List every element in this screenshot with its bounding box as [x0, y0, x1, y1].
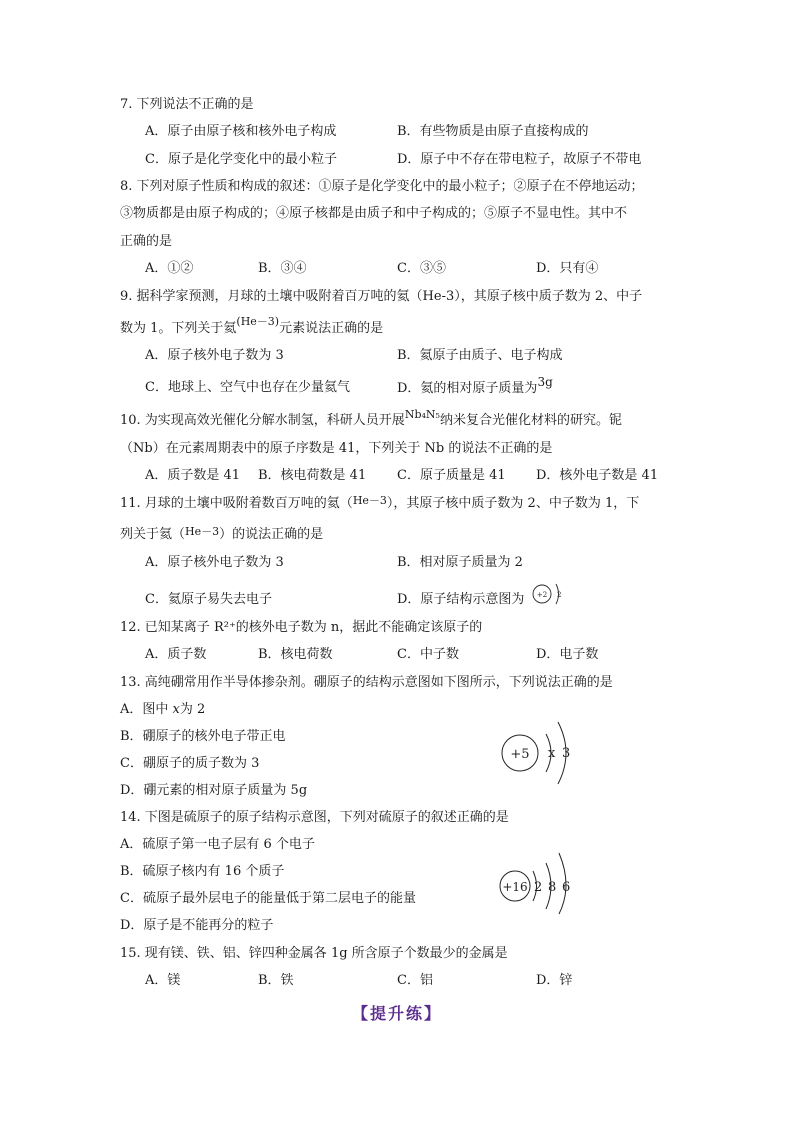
q14-option-d: D．原子是不能再分的粒子 — [120, 918, 274, 933]
q11-formula-1: He－3 — [352, 494, 387, 507]
q11-he-structure-diagram — [530, 579, 570, 609]
q14-option-a: A．硫原子第一电子层有 6 个电子 — [120, 837, 315, 852]
q12-option-b: B．核电荷数 — [258, 647, 333, 662]
q12-option-c: C．中子数 — [397, 647, 459, 662]
q9-option-d-text: D．氦的相对原子质量为 — [397, 381, 538, 396]
q13-diagram-nucleus-label: +5 — [510, 747, 530, 762]
q14-diagram-shell2-label: 8 — [548, 880, 557, 895]
q7-option-d: D．原子中不存在带电粒子，故原子不带电 — [397, 152, 642, 167]
q7-option-b: B．有些物质是由原子直接构成的 — [397, 124, 589, 139]
q10-formula: Nb₄N₅ — [404, 408, 440, 421]
q11-diagram-nucleus-label: +2 — [536, 591, 548, 599]
q9-option-d-value: 3g — [537, 375, 553, 389]
q13-option-a-prefix: A．图中 — [120, 702, 173, 717]
q11-option-a: A．原子核外电子数为 3 — [145, 555, 284, 570]
q10-option-c: C．原子质量是 41 — [397, 468, 506, 483]
q14-stem: 14. 下图是硫原子的原子结构示意图，下列对硫原子的叙述正确的是 — [120, 810, 509, 825]
q9-stem-line1: 9. 据科学家预测，月球的土壤中吸附着百万吨的氦（He-3），其原子核中质子数为 2、中子 — [120, 289, 643, 304]
q11-stem-line1-a: 11. 月球的土壤中吸附着数百万吨的氦（ — [120, 496, 353, 511]
q9-option-d — [397, 375, 553, 398]
q10-option-b: B．核电荷数是 41 — [258, 468, 367, 483]
q8-option-a: A．①② — [145, 261, 194, 276]
q10-stem-line2: （Nb）在元素周期表中的原子序数是 41，下列关于 Nb 的说法不正确的是 — [120, 441, 553, 456]
q13-option-a — [120, 701, 205, 719]
q11-option-b: B．相对原子质量为 2 — [397, 555, 523, 570]
q8-option-b: B．③④ — [258, 261, 307, 276]
q9-stem-line2-b: 元素说法正确的是 — [279, 321, 384, 336]
q15-option-b: B．铁 — [258, 973, 294, 988]
q12-stem: 12. 已知某离子 R²⁺的核外电子数为 n，据此不能确定该原子的 — [120, 620, 483, 635]
q11-stem-line1 — [120, 495, 639, 513]
q11-stem-line1-b: ），其原子核中质子数为 2、中子数为 1，下 — [386, 496, 640, 511]
q8-stem-line2: ③物质都是由原子构成的；④原子核都是由质子和中子构成的；⑤原子不显电性。其中不 — [120, 206, 628, 221]
q9-formula: (He－3) — [236, 315, 280, 328]
q9-option-b: B．氦原子由质子、电子构成 — [397, 348, 563, 363]
q11-diagram-shell-label: 2 — [557, 591, 562, 599]
q7-option-a: A．原子由原子核和核外电子构成 — [145, 124, 337, 139]
q13-boron-structure-diagram — [498, 716, 588, 788]
q8-stem-line3: 正确的是 — [120, 234, 173, 249]
q14-diagram-shell1-label: 2 — [534, 880, 543, 895]
q9-stem-line2-a: 数为 1。下列关于氦 — [120, 321, 237, 336]
q10-option-d: D．核外电子数是 41 — [536, 468, 659, 483]
q9-option-c: C．地球上、空气中也存在少量氦气 — [145, 380, 350, 395]
q8-option-d: D．只有④ — [536, 261, 599, 276]
q9-stem-line2 — [120, 315, 384, 338]
q13-diagram-shell2-label: 3 — [562, 746, 571, 761]
q15-stem: 15. 现有镁、铁、铝、锌四种金属各 1g 所含原子个数最少的金属是 — [120, 946, 508, 961]
q9-option-a: A．原子核外电子数为 3 — [145, 348, 284, 363]
q7-option-c: C．原子是化学变化中的最小粒子 — [145, 152, 337, 167]
q13-option-a-var: x — [172, 702, 180, 717]
q12-option-d: D．电子数 — [536, 647, 599, 662]
q13-diagram-shell1-label: x — [548, 746, 556, 761]
q10-option-a: A．质子数是 41 — [145, 468, 241, 483]
q13-option-c: C．硼原子的质子数为 3 — [120, 756, 260, 771]
q13-option-a-suffix: 为 2 — [179, 702, 206, 717]
q11-stem-line2-a: 列关于氦（ — [120, 527, 186, 542]
q15-option-c: C．铝 — [397, 973, 433, 988]
q11-option-d: D．原子结构示意图为 — [397, 592, 525, 607]
q11-stem-line2 — [120, 526, 323, 544]
q15-option-d: D．锌 — [536, 973, 573, 988]
q8-stem-line1: 8. 下列对原子性质和构成的叙述：①原子是化学变化中的最小粒子；②原子在不停地运动； — [120, 179, 644, 194]
q14-diagram-nucleus-label: +16 — [502, 880, 528, 894]
q13-stem: 13. 高纯硼常用作半导体掺杂剂。硼原子的结构示意图如下图所示，下列说法正确的是 — [120, 675, 613, 690]
q10-stem-line1-b: 纳米复合光催化材料的研究。铌 — [439, 413, 622, 428]
q10-stem-line1 — [120, 408, 622, 430]
q14-option-b: B．硫原子核内有 16 个质子 — [120, 864, 285, 879]
q11-option-c: C．氦原子易失去电子 — [145, 592, 272, 607]
q14-diagram-shell3-label: 6 — [562, 880, 571, 895]
q7-stem: 7. 下列说法不正确的是 — [120, 97, 254, 112]
q13-option-b: B．硼原子的核外电子带正电 — [120, 729, 286, 744]
q14-sulfur-structure-diagram — [496, 848, 586, 916]
q14-option-c: C．硫原子最外层电子的能量低于第二层电子的能量 — [120, 891, 416, 906]
q10-stem-line1-a: 10. 为实现高效光催化分解水制氢，科研人员开展 — [120, 413, 405, 428]
q11-stem-line2-b: ）的说法正确的是 — [219, 527, 324, 542]
q11-formula-2: He－3 — [185, 525, 220, 538]
q12-option-a: A．质子数 — [145, 647, 207, 662]
q8-option-c: C．③⑤ — [397, 261, 446, 276]
q15-option-a: A．镁 — [145, 973, 181, 988]
section-heading: 【提升练】 — [351, 1004, 442, 1023]
q13-option-d: D．硼元素的相对原子质量为 5g — [120, 783, 308, 798]
